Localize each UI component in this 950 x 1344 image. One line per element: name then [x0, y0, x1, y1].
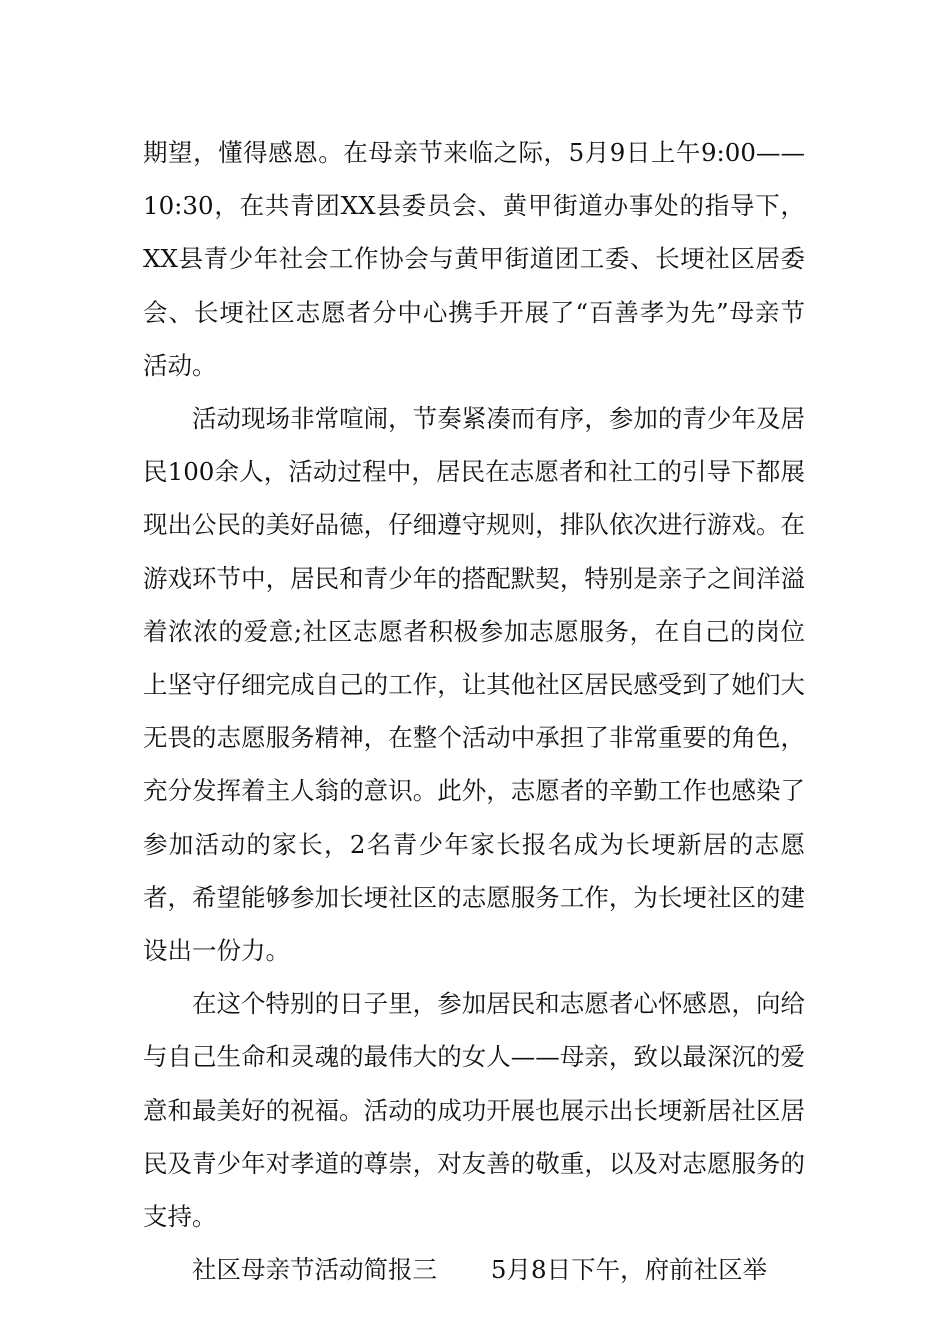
section-heading: 社区母亲节活动简报三	[192, 1255, 437, 1285]
paragraph-3: 在这个特别的日子里，参加居民和志愿者心怀感恩，向给与自己生命和灵魂的最伟大的女人——母亲，致以最深沉的爱意和最美好的祝福。活动的成功开展也展示出长埂新居社区居民及青少年对孝道的尊崇，对友善的敬重，以及对志愿服务的支持。	[143, 989, 805, 1232]
paragraph-2: 活动现场非常喧闹，节奏紧凑而有序，参加的青少年及居民100余人，活动过程中，居民在志愿者和社工的引导下都展现出公民的美好品德，仔细遵守规则，排队依次进行游戏。在游戏环节中，居民和青少年的搭配默契，特别是亲子之间洋溢着浓浓的爱意;社区志愿者积极参加志愿服务，在自己的岗位上坚守仔细完成自己的工作，让其他社区居民感受到了她们大无畏的志愿服务精神，在整个活动中承担了非常重要的角色，充分发挥着主人翁的意识。此外，志愿者的辛勤工作也感染了参加活动的家长，2名青少年家长报名成为长埂新居的志愿者，希望能够参加长埂社区的志愿服务工作，为长埂社区的建设出一份力。	[143, 404, 805, 966]
paragraph-1: 期望，懂得感恩。在母亲节来临之际，5月9日上午9:00——10:30，在共青团XX县委员会、黄甲街道办事处的指导下，XX县青少年社会工作协会与黄甲街道团工委、长埂社区居委会、长埂社区志愿者分中心携手开展了“百善孝为先”母亲节活动。	[143, 138, 805, 380]
section-text: 5月8日下午，府前社区举	[490, 1255, 768, 1285]
paragraph-4	[143, 1243, 805, 1296]
document-body	[143, 126, 805, 1296]
